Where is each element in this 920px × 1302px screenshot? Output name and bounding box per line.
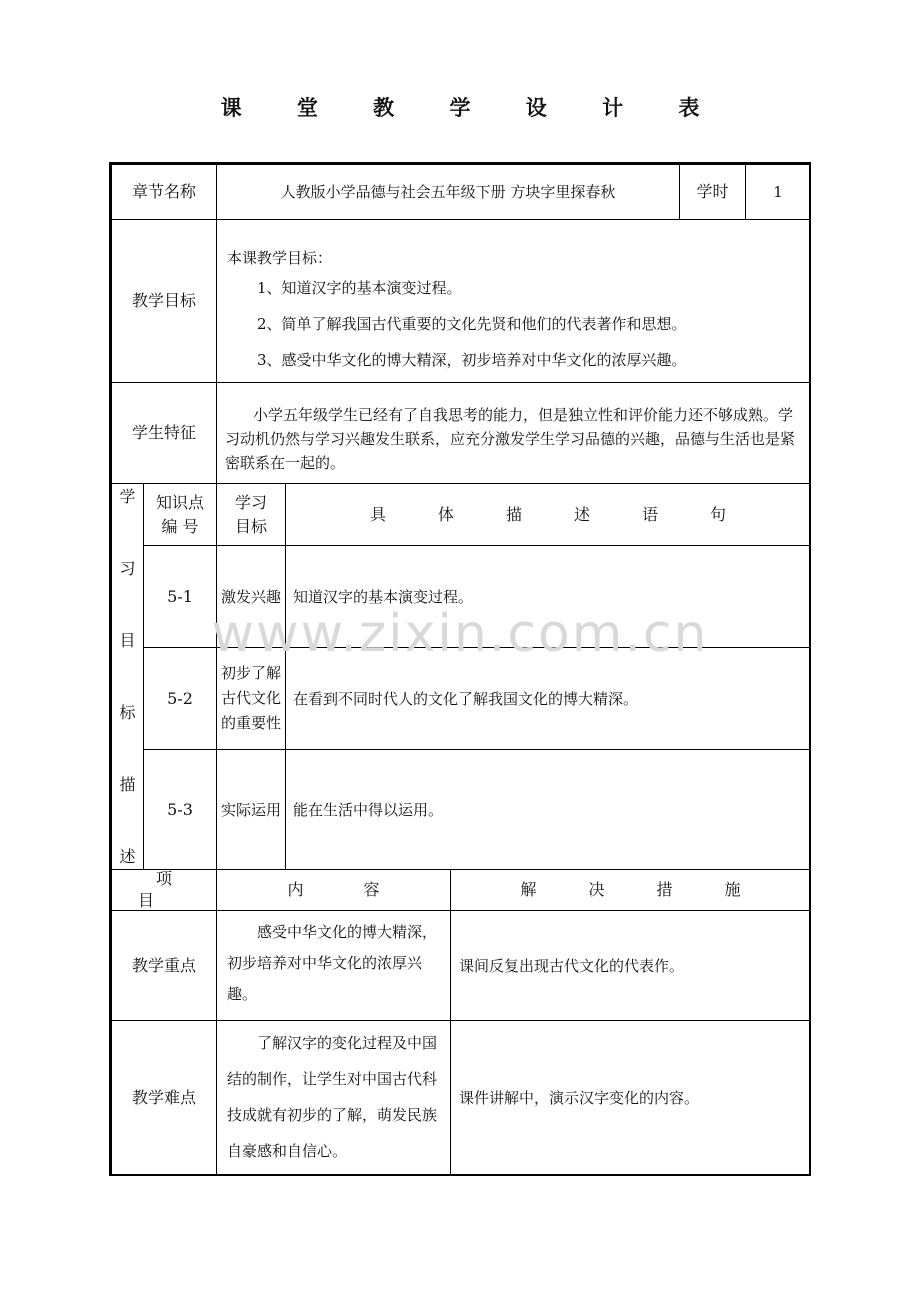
learning-objectives-side-label <box>111 483 144 870</box>
objective-item: 3、感受中华文化的博大精深，初步培养对中华文化的浓厚兴趣。 <box>257 351 687 369</box>
knowledge-point-number: 5-3 <box>143 749 217 870</box>
side-char: 标 <box>119 703 136 722</box>
item-header-text: 项目 <box>137 869 208 910</box>
key-point-label: 教学重点 <box>111 910 217 1021</box>
difficult-point-content: 了解汉字的变化过程及中国结的制作，让学生对中国古代科技成就有初步的了解，萌发民族自豪感和自信心。 <box>216 1020 451 1176</box>
teaching-objectives-label: 教学目标 <box>111 219 217 383</box>
goal-description: 知道汉字的基本演变过程。 <box>285 545 811 648</box>
goal-description: 能在生活中得以运用。 <box>285 749 811 870</box>
description-header <box>285 483 811 546</box>
objective-item: 1、知道汉字的基本演变过程。 <box>257 279 462 297</box>
objective-item: 2、简单了解我国古代重要的文化先贤和他们的代表著作和思想。 <box>257 315 687 333</box>
content-header-text: 内容 <box>287 880 440 899</box>
teaching-objectives-content <box>216 219 811 383</box>
description-header-text: 具体描述语句 <box>369 504 778 524</box>
student-characteristics-label: 学生特征 <box>111 382 217 484</box>
student-characteristics-text: 小学五年级学生已经有了自我思考的能力，但是独立性和评价能力还不够成熟。学习动机仍然与学习兴趣发生联系，应充分激发学生学习品德的兴趣，品德与生活也是紧密联系在一起的。 <box>216 382 811 484</box>
document-title: 课 堂 教 学 设 计 表 <box>220 95 724 120</box>
chapter-name-value: 人教版小学品德与社会五年级下册 方块字里探春秋 <box>216 164 680 220</box>
side-char: 习 <box>119 559 136 578</box>
knowledge-point-number: 5-1 <box>143 545 217 648</box>
goal-description: 在看到不同时代人的文化了解我国文化的博大精深。 <box>285 647 811 750</box>
solution-header <box>450 869 811 911</box>
difficult-point-solution: 课件讲解中，演示汉字变化的内容。 <box>450 1020 811 1176</box>
knowledge-point-number: 5-2 <box>143 647 217 750</box>
learning-goal: 实际运用 <box>216 749 286 870</box>
knowledge-point-number-header: 知识点编 号 <box>143 483 217 546</box>
side-char: 目 <box>119 631 136 650</box>
solution-header-text: 解决措施 <box>520 880 793 899</box>
objectives-intro: 本课教学目标： <box>227 249 333 267</box>
side-char: 学 <box>119 487 136 506</box>
content-header <box>216 869 451 911</box>
key-point-content: 感受中华文化的博大精深，初步培养对中华文化的浓厚兴趣。 <box>216 910 451 1021</box>
class-hours-label: 学时 <box>679 164 746 220</box>
class-hours-value: 1 <box>745 164 811 220</box>
side-char: 描 <box>119 775 136 794</box>
watermark: www.zixin.com.cn <box>211 604 709 664</box>
learning-goal-header: 学习目标 <box>216 483 286 546</box>
item-header <box>111 869 217 911</box>
key-point-solution: 课间反复出现古代文化的代表作。 <box>450 910 811 1021</box>
side-char: 述 <box>119 847 136 866</box>
learning-goal: 激发兴趣 <box>216 545 286 648</box>
lesson-design-table <box>109 162 811 1176</box>
chapter-name-label: 章节名称 <box>111 164 217 220</box>
learning-goal: 初步了解古代文化的重要性 <box>216 647 286 750</box>
difficult-point-label: 教学难点 <box>111 1020 217 1176</box>
